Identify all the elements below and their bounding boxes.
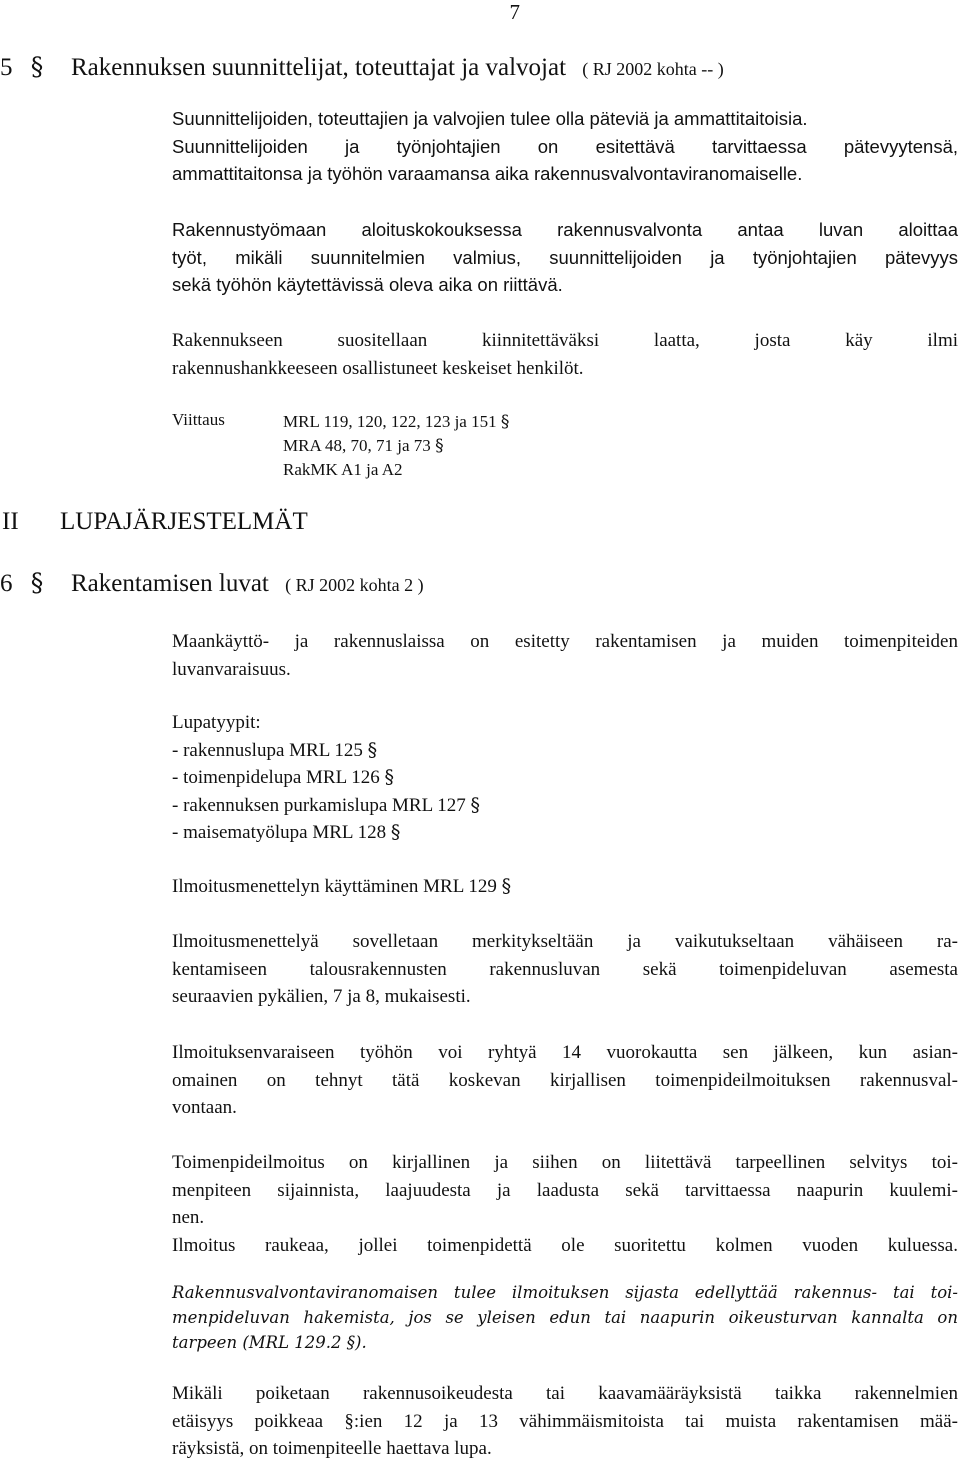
- notification-heading: [172, 873, 958, 901]
- text-line: Ilmoitusmenettelyä sovelletaan merkitykseltään ja vaikutukseltaan vähäiseen ra-: [172, 931, 958, 952]
- reference-item: MRA 48, 70, 71 ja 73: [283, 436, 431, 455]
- paragraph-7: [172, 1149, 958, 1259]
- paragraph-sign-icon: §: [367, 738, 378, 761]
- text-line: seuraavien pykälien, 7 ja 8, mukaisesti.: [172, 986, 471, 1007]
- paragraph-sign-icon: §: [30, 52, 44, 81]
- text-line: kentamiseen talousrakennusten rakennusluvan sekä toimenpideluvan asemesta: [172, 958, 958, 980]
- text-line: Mikäli poiketaan rakennusoikeudesta tai kaavamääräyksistä taikka rakennelmien: [172, 1383, 958, 1404]
- section-number: 6: [0, 570, 13, 597]
- section-5-heading: [0, 52, 724, 82]
- text-line: sekä työhön käytettävissä oleva aika on riittävä.: [172, 274, 563, 295]
- text-line: Rakennustyömaan aloituskokouksessa rakennusvalvonta antaa luvan aloittaa: [172, 219, 958, 240]
- text-line: Suunnittelijoiden, toteuttajien ja valvojien tulee olla päteviä ja ammattitaitoisia.: [172, 108, 808, 129]
- paragraph-3: [172, 327, 958, 382]
- permit-type-item: - toimenpidelupa MRL 126: [172, 767, 380, 788]
- text-line: nen.: [172, 1207, 205, 1228]
- text-line: ammattitaitonsa ja työhön varaamansa aika rakennusvalvontaviranomaiselle.: [172, 163, 803, 184]
- section-reference: ( RJ 2002 kohta 2 ): [285, 575, 424, 595]
- paragraph-9-italic: [172, 1280, 958, 1355]
- permit-types: [172, 709, 958, 847]
- paragraph-5: [172, 928, 958, 1011]
- text-line: Rakennusvalvontaviranomaisen tulee ilmoituksen sijasta edellyttää rakennus- tai toi-: [172, 1283, 958, 1302]
- permit-types-title: Lupatyypit:: [172, 712, 261, 733]
- section-reference: ( RJ 2002 kohta -- ): [582, 59, 724, 79]
- paragraph-2: [172, 216, 958, 299]
- reference-list: [283, 410, 509, 482]
- page-number: 7: [509, 0, 520, 24]
- text-line: Ilmoitus raukeaa, jollei toimenpidettä ole suoritettu kolmen vuoden kuluessa.: [172, 1234, 958, 1256]
- text-line: räyksistä, on toimenpiteelle haettava lupa.: [172, 1438, 492, 1459]
- text-line: omainen on tehnyt tätä koskevan kirjallisen toimenpideilmoituksen rakennusval-: [172, 1069, 958, 1091]
- reference-label: Viittaus: [172, 410, 225, 429]
- text-line: Maankäyttö- ja rakennuslaissa on esitetty rakentamisen ja muiden toimenpiteiden: [172, 631, 958, 652]
- paragraph-sign-icon: §: [470, 793, 480, 816]
- text-line: Rakennukseen suositellaan kiinnitettäväksi laatta, josta käy ilmi: [172, 330, 958, 351]
- text-line: rakennushankkeeseen osallistuneet keskeiset henkilöt.: [172, 357, 584, 379]
- text-line: Toimenpideilmoitus on kirjallinen ja siihen on liitettävä tarpeellinen selvitys toi-: [172, 1152, 958, 1173]
- section-6-heading: [0, 568, 424, 598]
- paragraph-sign-icon: §: [435, 436, 444, 456]
- notification-title: Ilmoitusmenettelyn käyttäminen MRL 129: [172, 876, 497, 897]
- permit-type-item: - rakennuslupa MRL 125: [172, 739, 363, 761]
- section-number: 5: [0, 54, 13, 81]
- text-line: työt, mikäli suunnitelmien valmius, suunnittelijoiden ja työnjohtajien pätevyys: [172, 246, 958, 268]
- paragraph-4: [172, 628, 958, 683]
- paragraph-sign-icon: §: [384, 766, 394, 788]
- paragraph-sign-icon: §: [500, 412, 510, 432]
- paragraph-10: [172, 1380, 958, 1463]
- reference-item: MRL 119, 120, 122, 123 ja 151: [283, 412, 497, 431]
- part-numeral: II: [2, 508, 19, 535]
- paragraph-6: [172, 1039, 958, 1122]
- text-line: menpideluvan hakemista, jos se yleisen edun tai naapurin oikeusturvan kannalta on: [172, 1308, 958, 1327]
- section-title: Rakennuksen suunnittelijat, toteuttajat ja valvojat: [71, 54, 567, 81]
- section-title: Rakentamisen luvat: [71, 570, 269, 597]
- permit-type-item: - rakennuksen purkamislupa MRL 127: [172, 794, 466, 816]
- text-line: vontaan.: [172, 1097, 237, 1118]
- paragraph-sign-icon: §: [501, 875, 512, 897]
- text-line: Ilmoituksenvaraiseen työhön voi ryhtyä 14 vuorokautta sen jälkeen, kun asian-: [172, 1042, 958, 1063]
- text-line: tarpeen (MRL 129.2 §).: [172, 1333, 367, 1352]
- text-line: menpiteen sijainnista, laajuudesta ja laadusta sekä tarvittaessa naapurin kuulemi-: [172, 1179, 958, 1201]
- text-line: luvanvaraisuus.: [172, 658, 291, 680]
- reference-item: RakMK A1 ja A2: [283, 460, 403, 479]
- text-line: Suunnittelijoiden ja työnjohtajien on esitettävä tarvittaessa pätevyytensä,: [172, 135, 958, 157]
- part-title: LUPAJÄRJESTELMÄT: [60, 508, 308, 535]
- text-line: etäisyys poikkeaa §:ien 12 ja 13 vähimmäismitoista tai muista rakentamisen mää-: [172, 1410, 958, 1432]
- paragraph-sign-icon: §: [390, 821, 401, 843]
- permit-type-item: - maisematyölupa MRL 128: [172, 822, 387, 843]
- paragraph-sign-icon: §: [30, 568, 44, 597]
- paragraph-1: [172, 105, 958, 188]
